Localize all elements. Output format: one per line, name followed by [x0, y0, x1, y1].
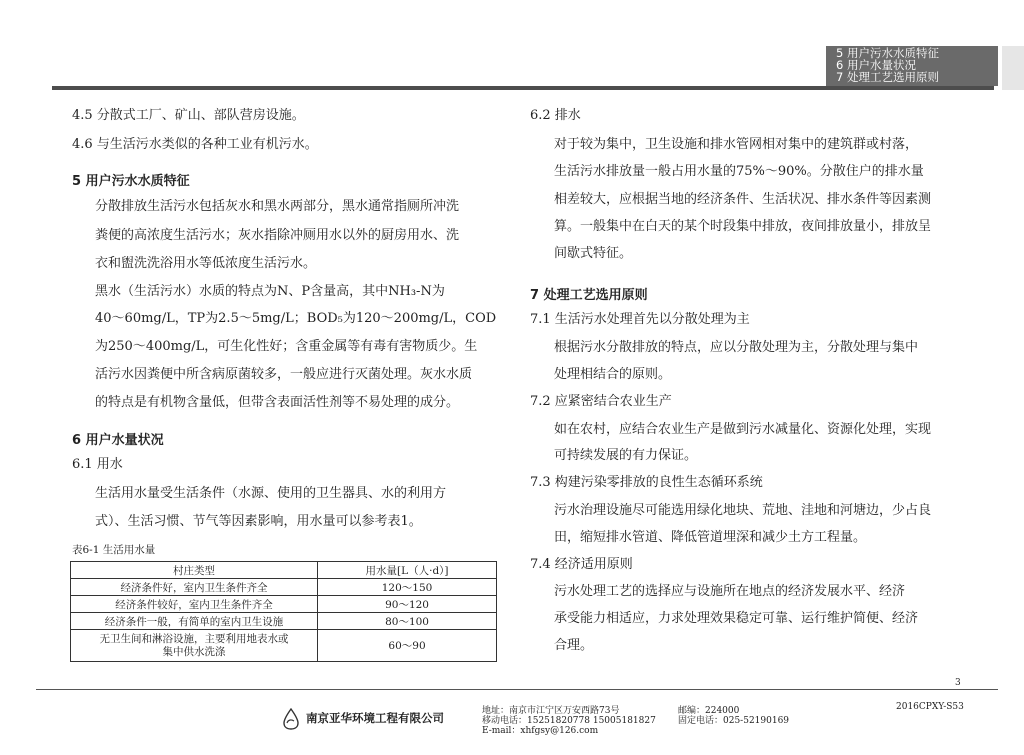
paragraph-line: 对于较为集中，卫生设施和排水管网相对集中的建筑群或村落， [554, 137, 919, 152]
paragraph-line: 处理相结合的原则。 [554, 367, 672, 382]
subsection-7-2: 7.2 应紧密结合农业生产 [530, 394, 672, 409]
postcode: 邮编：224000 [678, 706, 740, 716]
paragraph-line: 合理。 [554, 638, 594, 653]
company-name: 南京亚华环境工程有限公司 [306, 711, 444, 725]
paragraph-line: 生活用水量受生活条件（水源、使用的卫生器具、水的利用方 [95, 486, 447, 501]
section-6-heading: 6 用户水量状况 [72, 433, 164, 448]
paragraph-line: 承受能力相适应，力求处理效果稳定可靠、运行维护简便、经济 [554, 611, 919, 626]
table-header-row [71, 562, 497, 579]
table-row [71, 630, 497, 662]
subsection-6-2: 6.2 排水 [530, 108, 581, 123]
header-rule [52, 86, 994, 90]
paragraph-line: 如在农村，应结合农业生产是做到污水减量化、资源化处理，实现 [554, 422, 932, 437]
section-7-heading: 7 处理工艺选用原则 [530, 288, 648, 303]
table-header-cell: 村庄类型 [71, 562, 318, 579]
table-cell: 经济条件一般，有简单的室内卫生设施 [71, 613, 318, 630]
table-cell: 80～100 [318, 613, 497, 630]
paragraph-line: 生活污水排放量一般占用水量的75%～90%。分散住户的排水量 [554, 164, 924, 179]
page-edge-tab [1002, 46, 1024, 90]
item-4-6: 4.6 与生活污水类似的各种工业有机污水。 [72, 137, 318, 152]
email: E-mail：xhfgsy@126.com [482, 726, 599, 736]
landline-phone: 固定电话：025-52190169 [678, 716, 790, 726]
paragraph-line: 黑水（生活污水）水质的特点为N、P含量高，其中NH₃-N为 [95, 284, 445, 299]
table-row [71, 613, 497, 630]
paragraph-line: 的特点是有机物含量低，但带含表面活性剂等不易处理的成分。 [95, 395, 460, 410]
table-cell: 60～90 [318, 630, 497, 662]
paragraph-line: 田，缩短排水管道、降低管道埋深和减少土方工程量。 [554, 530, 867, 545]
section-5-heading: 5 用户污水水质特征 [72, 174, 190, 189]
table-cell: 经济条件好，室内卫生条件齐全 [71, 579, 318, 596]
table-cell: 90～120 [318, 596, 497, 613]
water-usage-table [70, 561, 497, 662]
subsection-7-1: 7.1 生活污水处理首先以分散处理为主 [530, 312, 750, 327]
paragraph-line: 算。一般集中在白天的某个时段集中排放，夜间排放量小，排放呈 [554, 219, 932, 234]
paragraph-line: 可持续发展的有力保证。 [554, 448, 698, 463]
section-index-item: 6 用户水量状况 [836, 58, 916, 72]
paragraph-line: 40～60mg/L，TP为2.5～5mg/L；BOD₅为120～200mg/L，COD [95, 311, 497, 326]
address: 地址：南京市江宁区万安西路73号 [482, 706, 620, 716]
paragraph-line: 相差较大，应根据当地的经济条件、生活状况、排水条件等因素测 [554, 192, 932, 207]
page-number: 3 [955, 678, 961, 688]
paragraph-line: 粪便的高浓度生活污水；灰水指除冲厕用水以外的厨房用水、洗 [95, 228, 460, 243]
table-cell: 120～150 [318, 579, 497, 596]
paragraph-line: 为250～400mg/L，可生化性好；含重金属等有毒有害物质少。生 [95, 339, 478, 354]
company-logo-icon [282, 708, 300, 730]
paragraph-line: 衣和盥洗洗浴用水等低浓度生活污水。 [95, 256, 317, 271]
subsection-7-4: 7.4 经济适用原则 [530, 557, 633, 572]
table-cell-line: 无卫生间和淋浴设施，主要利用地表水或 [99, 632, 289, 645]
paragraph-line: 分散排放生活污水包括灰水和黑水两部分，黑水通常指厕所冲洗 [95, 199, 460, 214]
footer-rule [36, 689, 998, 690]
paragraph-line: 根据污水分散排放的特点，应以分散处理为主，分散处理与集中 [554, 340, 919, 355]
subsection-7-3: 7.3 构建污染零排放的良性生态循环系统 [530, 475, 763, 490]
table-caption: 表6-1 生活用水量 [72, 544, 156, 556]
table-cell-line: 集中供水洗涤 [162, 645, 226, 658]
paragraph-line: 间歇式特征。 [554, 246, 633, 261]
subsection-6-1: 6.1 用水 [72, 457, 123, 472]
paragraph-line: 污水处理工艺的选择应与设施所在地点的经济发展水平、经济 [554, 584, 906, 599]
table-row [71, 579, 497, 596]
section-index-box [826, 46, 998, 86]
section-index-item: 7 处理工艺选用原则 [836, 70, 939, 84]
table-header-cell: 用水量[L（人·d）] [318, 562, 497, 579]
document-code: 2016CPXY-S53 [896, 702, 964, 712]
mobile-phone: 移动电话：15251820778 15005181827 [482, 716, 656, 726]
item-4-5: 4.5 分散式工厂、矿山、部队营房设施。 [72, 108, 305, 123]
paragraph-line: 式）、生活习惯、节气等因素影响，用水量可以参考表1。 [95, 514, 422, 529]
section-index-item: 5 用户污水水质特征 [836, 46, 939, 60]
table-cell [71, 630, 318, 662]
paragraph-line: 污水治理设施尽可能选用绿化地块、荒地、洼地和河塘边，少占良 [554, 503, 932, 518]
paragraph-line: 活污水因粪便中所含病原菌较多，一般应进行灭菌处理。灰水水质 [95, 367, 473, 382]
table-row [71, 596, 497, 613]
table-cell: 经济条件较好，室内卫生条件齐全 [71, 596, 318, 613]
